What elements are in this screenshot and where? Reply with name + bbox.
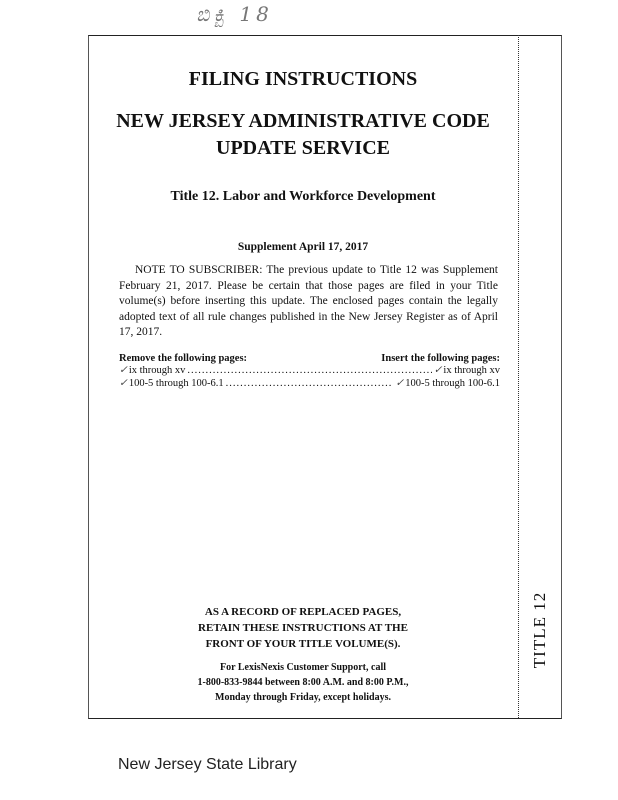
record-line: AS A RECORD OF REPLACED PAGES,: [204, 606, 402, 618]
record-line: FRONT OF YOUR TITLE VOLUME(S).: [205, 638, 401, 650]
tab-label: TITLE 12: [530, 591, 549, 669]
insert-pages: 100-5 through 100-6.1: [405, 378, 500, 389]
checkmark-icon: ✓: [119, 378, 128, 389]
support-line: 1-800-833-9844 between 8:00 A.M. and 8:00 P.M.,: [197, 677, 409, 688]
table-row: [119, 364, 500, 376]
code-title-line2: UPDATE SERVICE: [216, 137, 390, 159]
support-line: For LexisNexis Customer Support, call: [219, 662, 386, 673]
remove-header: Remove the following pages:: [119, 353, 248, 364]
subscriber-note: NOTE TO SUBSCRIBER: The previous update to Title 12 was Supplement February 21, 2017. Please be certain that those pages are filed in your Title volume(s) before inserting this update. The enclosed pages contain the legally adopted text of all rule changes published in the New Jersey Register as of April 17, 2017.: [119, 264, 498, 338]
page-title: FILING INSTRUCTIONS: [188, 68, 418, 90]
title-subject: Title 12. Labor and Workforce Development: [170, 189, 436, 204]
code-title: [88, 108, 518, 162]
record-instructions: [88, 604, 518, 652]
dot-leader: [226, 378, 394, 389]
dot-leader: [187, 365, 431, 376]
insert-header: Insert the following pages:: [381, 353, 500, 364]
support-line: Monday through Friday, except holidays.: [215, 692, 391, 703]
checkmark-icon: ✓: [433, 365, 443, 376]
handwritten-note: ಬಿಕ್ಬಿ 18: [196, 2, 273, 26]
table-row: [119, 377, 500, 389]
remove-pages: ix through xv: [128, 365, 186, 376]
customer-support: [88, 660, 518, 705]
checkmark-icon: ✓: [395, 378, 405, 389]
checkmark-icon: ✓: [119, 365, 128, 376]
record-line: RETAIN THESE INSTRUCTIONS AT THE: [198, 622, 408, 634]
insert-pages: ix through xv: [443, 365, 500, 376]
code-title-line1: NEW JERSEY ADMINISTRATIVE CODE: [116, 110, 490, 132]
supplement-date: Supplement April 17, 2017: [237, 241, 369, 253]
remove-pages: 100-5 through 100-6.1: [128, 378, 224, 389]
pages-table-header: [119, 353, 500, 364]
library-stamp: New Jersey State Library: [118, 756, 297, 773]
